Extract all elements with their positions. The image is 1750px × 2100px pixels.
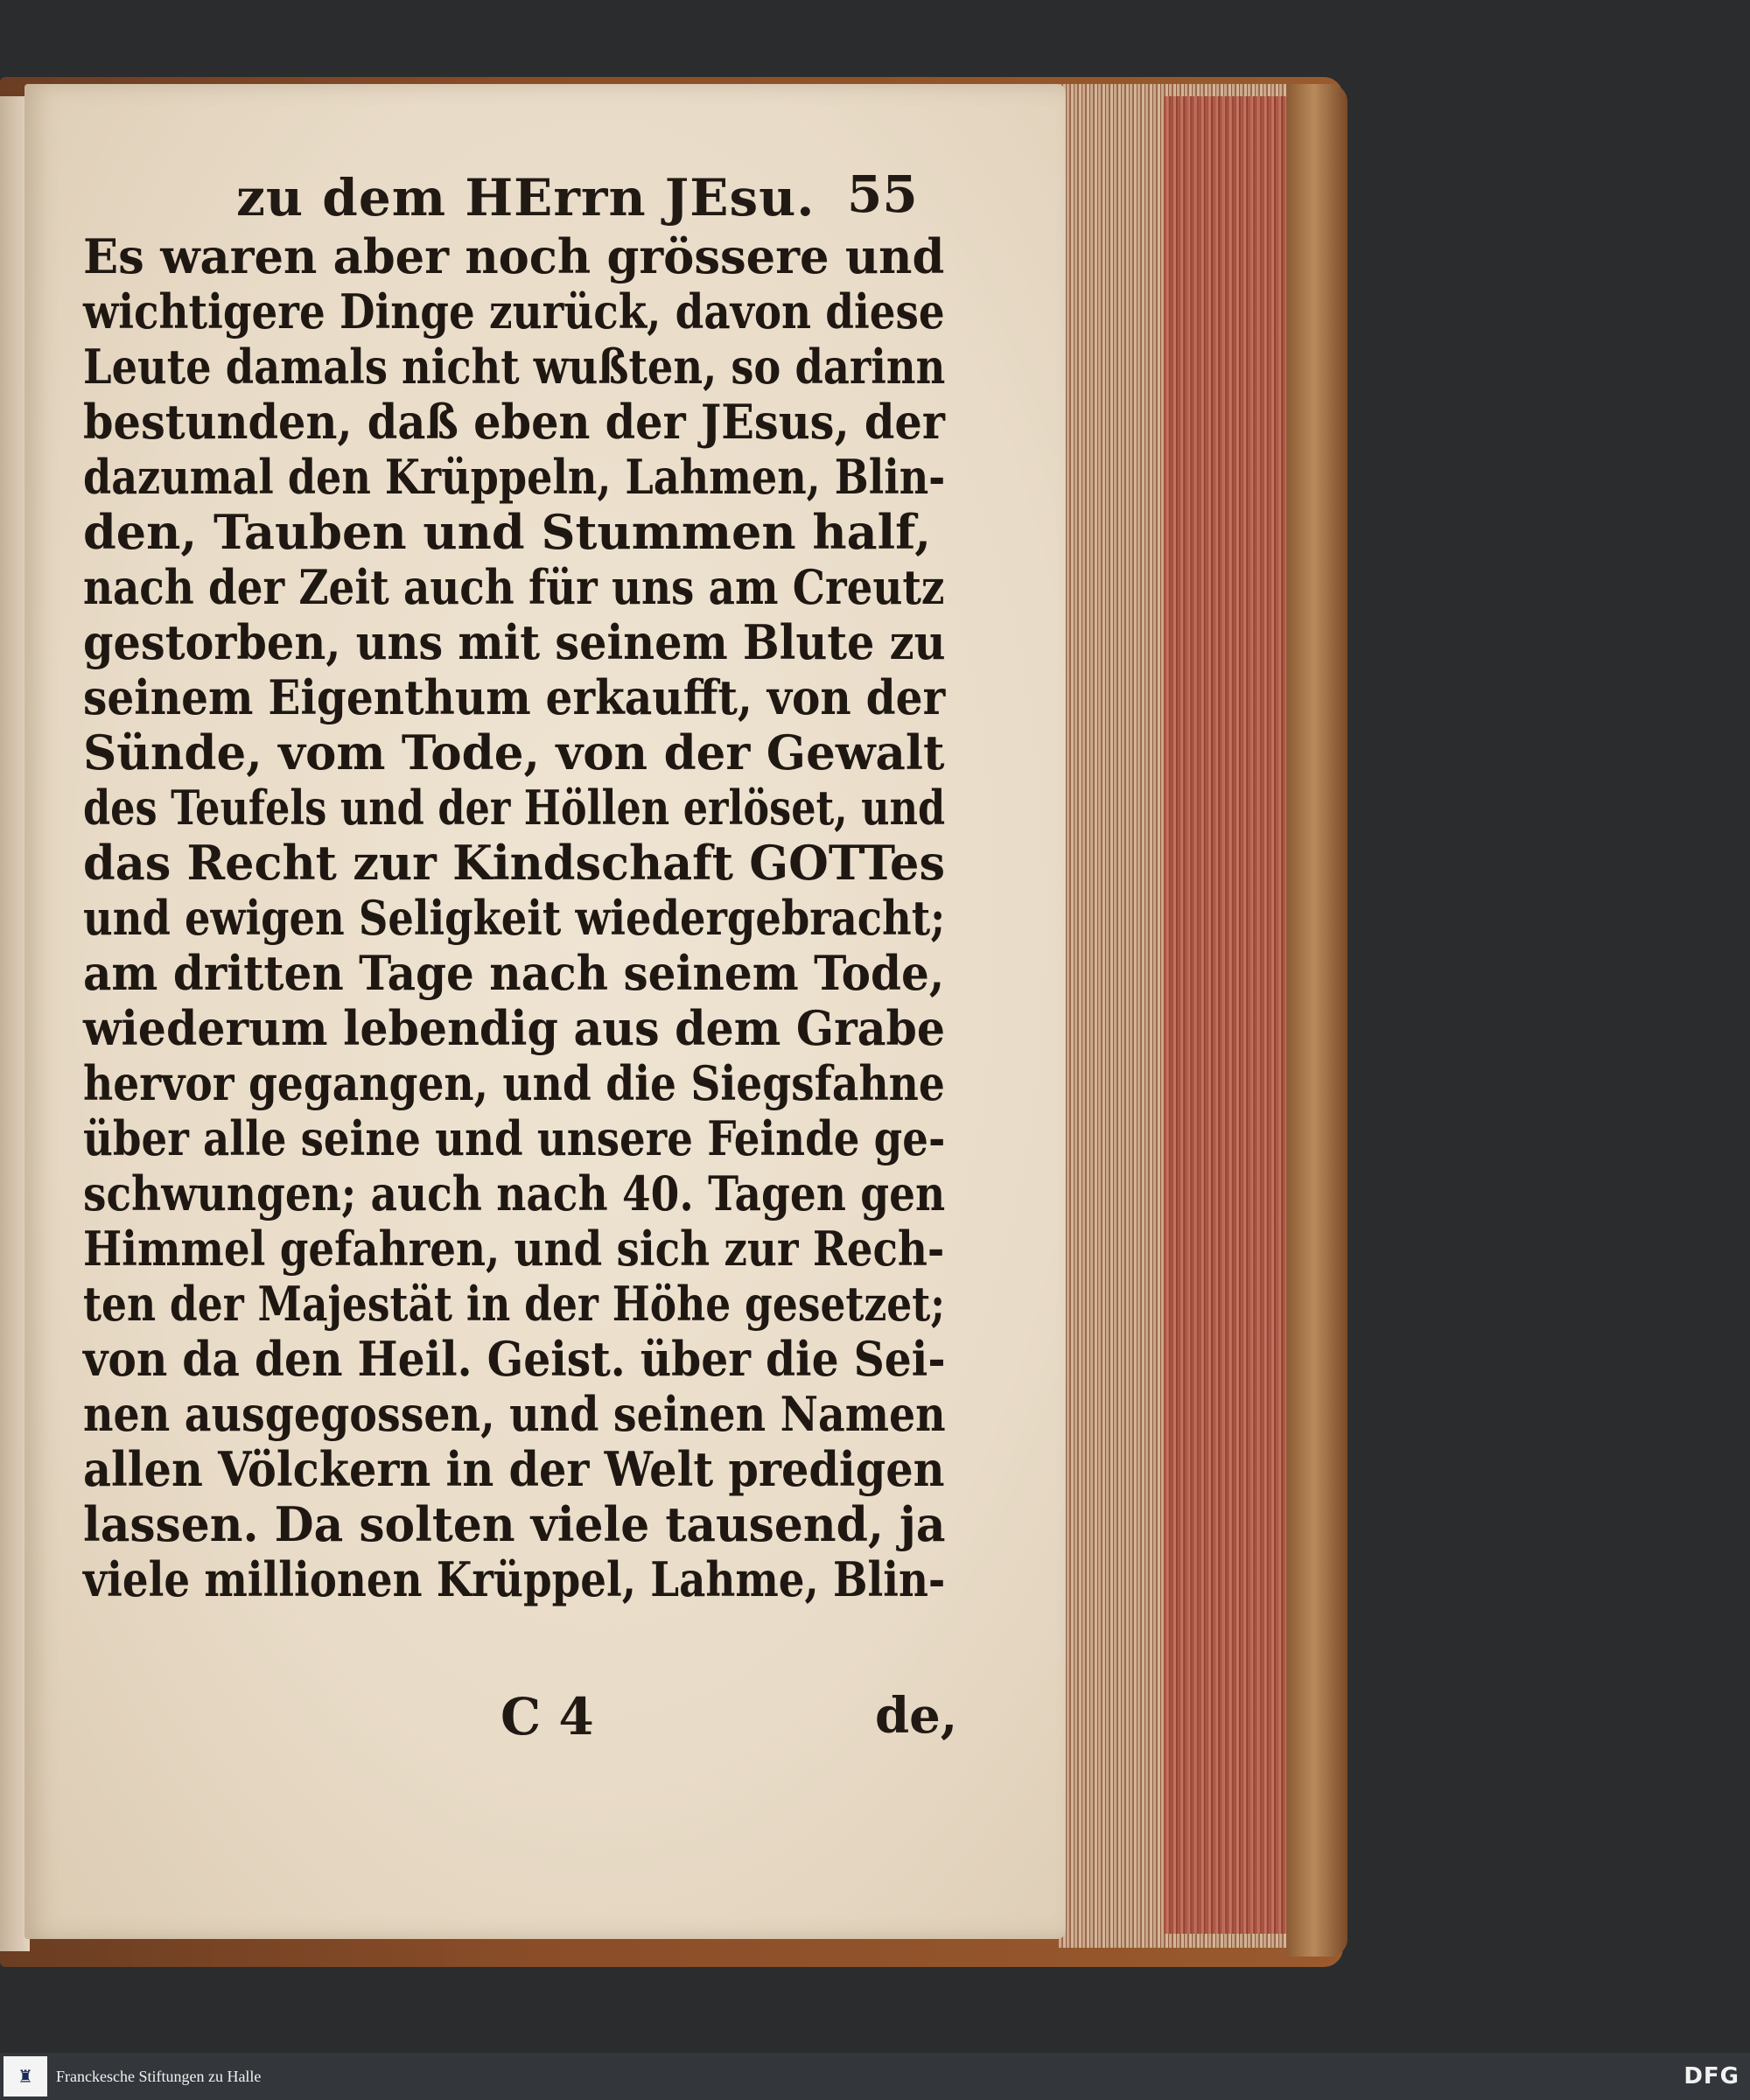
red-edge-stain xyxy=(1164,96,1295,1934)
text-line: Himmel gefahren, und sich zur Rech- xyxy=(83,1221,945,1277)
text-line: bestunden, daß eben der JEsus, der xyxy=(83,394,945,450)
page-number: 55 xyxy=(847,164,918,224)
text-line: seinem Eigenthum erkaufft, von der xyxy=(83,669,946,725)
text-line: gestorben, uns mit seinem Blute zu xyxy=(83,614,946,670)
institution-logo[interactable] xyxy=(4,2056,47,2096)
institution-name: Franckesche Stiftungen zu Halle xyxy=(56,2067,262,2085)
text-line: über alle seine und unsere Feinde ge- xyxy=(83,1110,946,1166)
running-head: zu dem HErrn JEsu. xyxy=(236,168,816,228)
text-line: viele millionen Krüppel, Lahme, Blin- xyxy=(83,1551,946,1607)
text-line: am dritten Tage nach seinem Tode, xyxy=(83,945,945,1001)
text-line: Es waren aber noch grössere und xyxy=(83,228,945,284)
text-line: allen Völckern in der Welt predigen xyxy=(83,1441,945,1497)
text-line: ten der Majestät in der Höhe gesetzet; xyxy=(83,1276,946,1332)
text-line: lassen. Da solten viele tausend, ja xyxy=(83,1496,946,1552)
text-line: wiederum lebendig aus dem Grabe xyxy=(83,1000,946,1056)
viewer-footer xyxy=(0,2053,1750,2100)
text-line: dazumal den Krüppeln, Lahmen, Blin- xyxy=(83,449,946,505)
text-line: schwungen; auch nach 40. Tagen gen xyxy=(83,1166,946,1222)
text-line: Leute damals nicht wußten, so darinn xyxy=(83,339,946,395)
building-icon: ♜ xyxy=(18,2066,33,2087)
text-line: hervor gegangen, und die Siegsfahne xyxy=(83,1055,945,1111)
text-line: des Teufels und der Höllen erlöset, und xyxy=(83,780,946,836)
page-body-text xyxy=(83,229,945,1607)
text-line: und ewigen Seligkeit wiedergebracht; xyxy=(83,890,946,946)
text-line: nen ausgegossen, und seinen Namen xyxy=(83,1386,946,1442)
cover-edge xyxy=(1286,84,1348,1956)
text-line: von da den Heil. Geist. über die Sei- xyxy=(83,1331,946,1387)
text-line: nach der Zeit auch für uns am Creutz xyxy=(83,559,945,615)
catchword: de, xyxy=(875,1687,958,1745)
text-line: das Recht zur Kindschaft GOTTes xyxy=(83,835,946,891)
text-line: wichtigere Dinge zurück, davon diese xyxy=(83,284,945,340)
text-line: den, Tauben und Stummen half, xyxy=(83,504,931,560)
dfg-logo[interactable]: DFG xyxy=(1684,2063,1740,2090)
signature-mark: C 4 xyxy=(500,1687,594,1746)
text-line: Sünde, vom Tode, von der Gewalt xyxy=(83,724,945,780)
